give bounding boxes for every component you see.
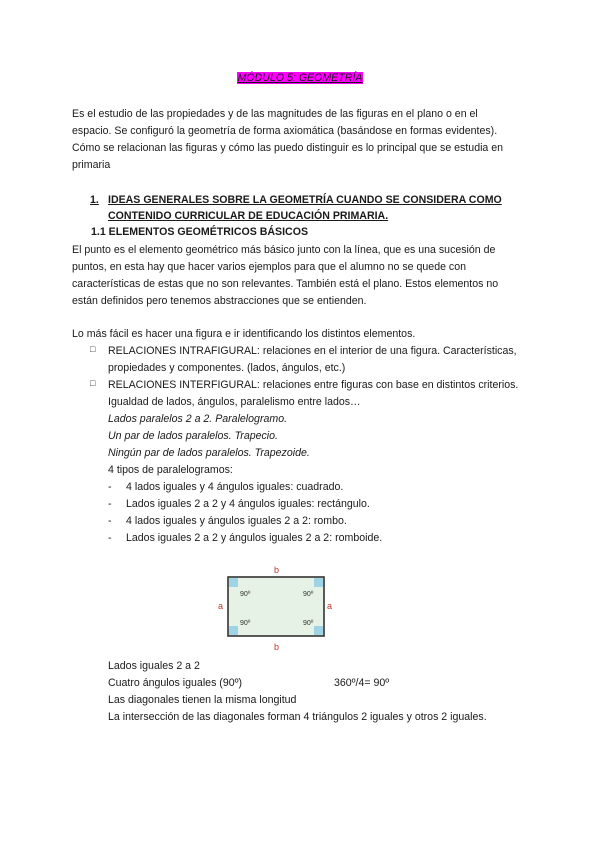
property-line: Las diagonales tienen la misma longitud (108, 694, 297, 706)
dash-marker: - (108, 498, 112, 510)
angle-label: 90º (240, 591, 251, 598)
types-heading: 4 tipos de paralelogramos: (108, 464, 233, 476)
paragraph-line: Lo más fácil es hacer una figura e ir identificando los distintos elementos. (72, 328, 416, 340)
property-line: Cuatro ángulos iguales (90º) (108, 677, 243, 689)
corner-marker (314, 578, 323, 587)
paragraph-line: El punto es el elemento geométrico más básico junto con la línea, que es una sucesión de (72, 244, 496, 256)
italic-line: Lados paralelos 2 a 2. Paralelogramo. (108, 413, 288, 425)
section-heading: CONTENIDO CURRICULAR DE EDUCACIÓN PRIMARIA. (108, 210, 389, 222)
italic-line: Un par de lados paralelos. Trapecio. (108, 430, 278, 442)
corner-marker (229, 578, 238, 587)
bullet-text: propiedades y componentes. (lados, ángulos, etc.) (108, 362, 346, 374)
bullet-text: RELACIONES INTRAFIGURAL: relaciones en el interior de una figura. Características, (108, 345, 517, 357)
dash-marker: - (108, 515, 112, 527)
dash-marker: - (108, 481, 112, 493)
property-line: La intersección de las diagonales forman 4 triángulos 2 iguales y otros 2 iguales. (108, 711, 487, 723)
bullet-text: Igualdad de lados, ángulos, paralelismo entre lados… (108, 396, 361, 408)
italic-line: Ningún par de lados paralelos. Trapezoide. (108, 447, 310, 459)
type-item: 4 lados iguales y ángulos iguales 2 a 2: rombo. (126, 515, 347, 527)
corner-marker (314, 626, 323, 635)
type-item: 4 lados iguales y 4 ángulos iguales: cuadrado. (126, 481, 344, 493)
rectangle-shape (228, 577, 324, 636)
rectangle-figure (214, 562, 344, 657)
bullet-marker: □ (90, 344, 96, 354)
side-label-right: a (327, 601, 333, 611)
type-item: Lados iguales 2 a 2 y ángulos iguales 2 a 2: romboide. (126, 532, 383, 544)
intro-line: primaria (72, 159, 111, 171)
bullet-marker: □ (90, 378, 96, 388)
bullet-text: RELACIONES INTERFIGURAL: relaciones entre figuras con base en distintos criterios. (108, 379, 519, 391)
paragraph-line: están definidos pero tenemos abstracciones que se entienden. (72, 295, 367, 307)
intro-line: Cómo se relacionan las figuras y cómo las puedo distinguir es lo principal que se estudia en (72, 142, 504, 154)
section-heading: IDEAS GENERALES SOBRE LA GEOMETRÍA CUANDO SE CONSIDERA COMO (108, 194, 502, 206)
angle-label: 90º (303, 591, 314, 598)
corner-marker (229, 626, 238, 635)
property-calculation: 360º/4= 90º (334, 677, 390, 689)
paragraph-line: características de estas que no son relevantes. También está el plano. Estos elementos no (72, 278, 499, 290)
angle-label: 90º (240, 620, 251, 627)
intro-line: Es el estudio de las propiedades y de las magnitudes de las figuras en el plano o en el (72, 108, 478, 120)
document-title: MÓDULO 5: GEOMETRÍA (237, 72, 363, 84)
side-label-bottom: b (274, 642, 280, 652)
paragraph-line: puntos, en esta hay que hacer varios ejemplos para que el alumno no se quede con (72, 261, 466, 273)
dash-marker: - (108, 532, 112, 544)
side-label-left: a (218, 601, 224, 611)
angle-label: 90º (303, 620, 314, 627)
property-line: Lados iguales 2 a 2 (108, 660, 200, 672)
intro-line: espacio. Se configuró la geometría de forma axiomática (basándose en formas evidentes). (72, 125, 498, 137)
side-label-top: b (274, 565, 280, 575)
section-number: 1. (90, 194, 99, 206)
type-item: Lados iguales 2 a 2 y 4 ángulos iguales: rectángulo. (126, 498, 370, 510)
subsection-heading: 1.1 ELEMENTOS GEOMÉTRICOS BÁSICOS (91, 226, 309, 238)
